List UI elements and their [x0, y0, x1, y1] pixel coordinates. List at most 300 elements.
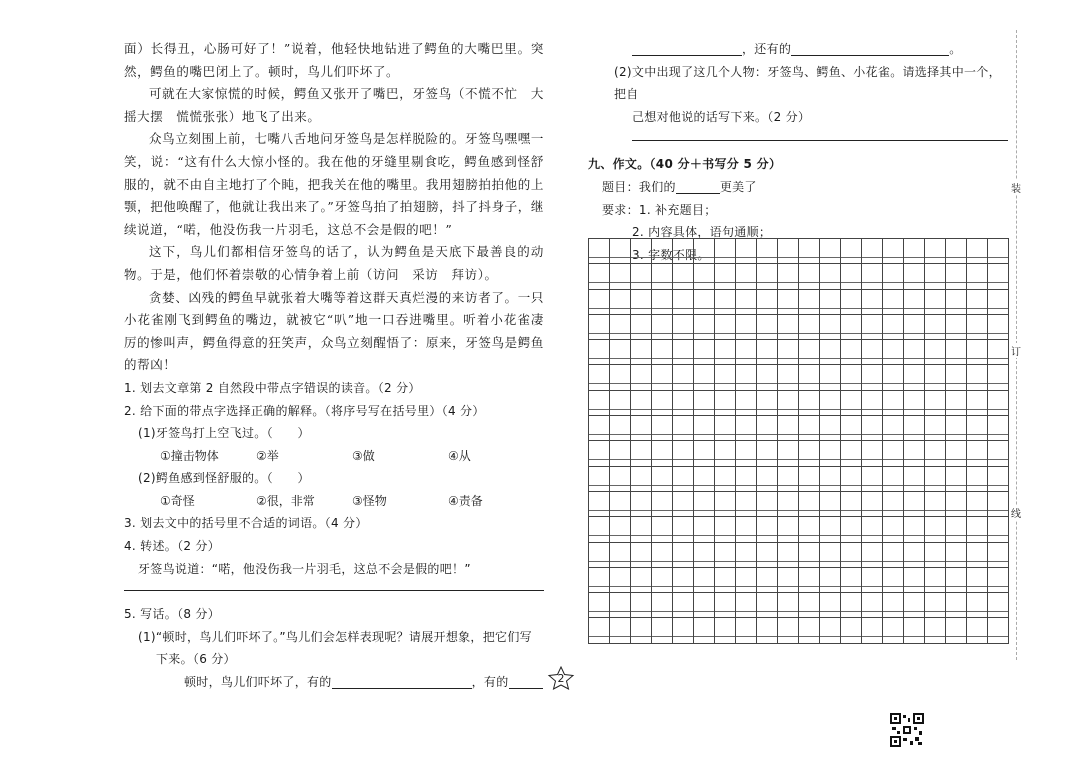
- grid-cell[interactable]: [694, 365, 715, 390]
- grid-cell[interactable]: [946, 467, 967, 492]
- grid-cell[interactable]: [799, 568, 820, 593]
- grid-cell[interactable]: [736, 441, 757, 466]
- grid-cell[interactable]: [841, 467, 862, 492]
- grid-cell[interactable]: [988, 441, 1009, 466]
- grid-cell[interactable]: [736, 492, 757, 517]
- grid-cell[interactable]: [694, 467, 715, 492]
- answer-blank[interactable]: [632, 42, 742, 56]
- grid-cell[interactable]: [778, 340, 799, 365]
- grid-cell[interactable]: [925, 618, 946, 643]
- grid-cell[interactable]: [694, 290, 715, 315]
- grid-cell[interactable]: [988, 264, 1009, 289]
- answer-blank[interactable]: [791, 42, 949, 56]
- grid-cell[interactable]: [883, 618, 904, 643]
- grid-cell[interactable]: [736, 467, 757, 492]
- grid-cell[interactable]: [904, 492, 925, 517]
- grid-cell[interactable]: [862, 315, 883, 340]
- grid-cell[interactable]: [862, 416, 883, 441]
- grid-cell[interactable]: [715, 492, 736, 517]
- grid-cell[interactable]: [820, 568, 841, 593]
- grid-cell[interactable]: [820, 441, 841, 466]
- grid-cell[interactable]: [673, 315, 694, 340]
- grid-cell[interactable]: [715, 517, 736, 542]
- grid-cell[interactable]: [841, 492, 862, 517]
- grid-cell[interactable]: [841, 290, 862, 315]
- grid-cell[interactable]: [841, 365, 862, 390]
- grid-cell[interactable]: [610, 416, 631, 441]
- grid-cell[interactable]: [883, 391, 904, 416]
- grid-cell[interactable]: [715, 441, 736, 466]
- grid-cell[interactable]: [946, 239, 967, 264]
- grid-cell[interactable]: [715, 264, 736, 289]
- grid-cell[interactable]: [904, 618, 925, 643]
- grid-cell[interactable]: [736, 315, 757, 340]
- grid-cell[interactable]: [589, 416, 610, 441]
- grid-cell[interactable]: [610, 467, 631, 492]
- grid-cell[interactable]: [736, 264, 757, 289]
- grid-cell[interactable]: [736, 239, 757, 264]
- grid-cell[interactable]: [820, 543, 841, 568]
- grid-cell[interactable]: [841, 391, 862, 416]
- grid-cell[interactable]: [694, 340, 715, 365]
- grid-cell[interactable]: [862, 593, 883, 618]
- grid-cell[interactable]: [946, 618, 967, 643]
- grid-cell[interactable]: [673, 416, 694, 441]
- grid-cell[interactable]: [589, 290, 610, 315]
- grid-cell[interactable]: [820, 618, 841, 643]
- grid-cell[interactable]: [631, 618, 652, 643]
- grid-cell[interactable]: [610, 239, 631, 264]
- grid-cell[interactable]: [799, 618, 820, 643]
- grid-cell[interactable]: [904, 391, 925, 416]
- grid-cell[interactable]: [673, 543, 694, 568]
- grid-cell[interactable]: [757, 416, 778, 441]
- grid-cell[interactable]: [841, 264, 862, 289]
- grid-cell[interactable]: [715, 568, 736, 593]
- grid-cell[interactable]: [757, 568, 778, 593]
- grid-cell[interactable]: [799, 391, 820, 416]
- grid-cell[interactable]: [904, 239, 925, 264]
- grid-cell[interactable]: [883, 467, 904, 492]
- grid-cell[interactable]: [778, 543, 799, 568]
- grid-cell[interactable]: [673, 239, 694, 264]
- grid-cell[interactable]: [589, 517, 610, 542]
- grid-cell[interactable]: [757, 264, 778, 289]
- grid-cell[interactable]: [610, 315, 631, 340]
- grid-cell[interactable]: [799, 492, 820, 517]
- grid-cell[interactable]: [736, 618, 757, 643]
- grid-cell[interactable]: [967, 264, 988, 289]
- grid-cell[interactable]: [778, 264, 799, 289]
- grid-cell[interactable]: [799, 467, 820, 492]
- grid-cell[interactable]: [925, 441, 946, 466]
- grid-cell[interactable]: [652, 239, 673, 264]
- grid-cell[interactable]: [778, 365, 799, 390]
- grid-cell[interactable]: [841, 618, 862, 643]
- grid-cell[interactable]: [694, 618, 715, 643]
- grid-cell[interactable]: [673, 340, 694, 365]
- grid-cell[interactable]: [883, 543, 904, 568]
- grid-cell[interactable]: [610, 568, 631, 593]
- answer-blank[interactable]: [509, 675, 543, 689]
- answer-blank[interactable]: [332, 675, 472, 689]
- grid-cell[interactable]: [841, 517, 862, 542]
- grid-cell[interactable]: [904, 593, 925, 618]
- grid-cell[interactable]: [631, 290, 652, 315]
- grid-cell[interactable]: [778, 618, 799, 643]
- grid-cell[interactable]: [673, 568, 694, 593]
- grid-cell[interactable]: [673, 441, 694, 466]
- grid-cell[interactable]: [673, 467, 694, 492]
- grid-cell[interactable]: [652, 416, 673, 441]
- grid-cell[interactable]: [988, 340, 1009, 365]
- grid-cell[interactable]: [925, 340, 946, 365]
- grid-cell[interactable]: [946, 568, 967, 593]
- grid-cell[interactable]: [904, 568, 925, 593]
- grid-cell[interactable]: [757, 593, 778, 618]
- grid-cell[interactable]: [694, 543, 715, 568]
- grid-cell[interactable]: [694, 441, 715, 466]
- grid-cell[interactable]: [715, 365, 736, 390]
- grid-cell[interactable]: [715, 416, 736, 441]
- grid-cell[interactable]: [736, 391, 757, 416]
- grid-cell[interactable]: [988, 391, 1009, 416]
- grid-cell[interactable]: [820, 264, 841, 289]
- grid-cell[interactable]: [631, 517, 652, 542]
- grid-cell[interactable]: [925, 593, 946, 618]
- grid-cell[interactable]: [589, 391, 610, 416]
- grid-cell[interactable]: [778, 290, 799, 315]
- grid-cell[interactable]: [862, 568, 883, 593]
- grid-cell[interactable]: [673, 492, 694, 517]
- grid-cell[interactable]: [820, 340, 841, 365]
- grid-cell[interactable]: [925, 467, 946, 492]
- grid-cell[interactable]: [610, 618, 631, 643]
- grid-cell[interactable]: [673, 618, 694, 643]
- grid-cell[interactable]: [862, 391, 883, 416]
- grid-cell[interactable]: [967, 543, 988, 568]
- grid-cell[interactable]: [967, 391, 988, 416]
- grid-cell[interactable]: [757, 517, 778, 542]
- grid-cell[interactable]: [988, 365, 1009, 390]
- grid-cell[interactable]: [715, 340, 736, 365]
- grid-cell[interactable]: [736, 340, 757, 365]
- grid-cell[interactable]: [757, 467, 778, 492]
- grid-cell[interactable]: [778, 467, 799, 492]
- grid-cell[interactable]: [589, 315, 610, 340]
- grid-cell[interactable]: [736, 290, 757, 315]
- grid-cell[interactable]: [946, 264, 967, 289]
- grid-cell[interactable]: [652, 517, 673, 542]
- grid-cell[interactable]: [652, 543, 673, 568]
- grid-cell[interactable]: [883, 264, 904, 289]
- grid-cell[interactable]: [883, 365, 904, 390]
- grid-cell[interactable]: [610, 543, 631, 568]
- grid-cell[interactable]: [883, 593, 904, 618]
- grid-cell[interactable]: [589, 543, 610, 568]
- grid-cell[interactable]: [799, 441, 820, 466]
- grid-cell[interactable]: [631, 315, 652, 340]
- grid-cell[interactable]: [946, 315, 967, 340]
- grid-cell[interactable]: [967, 315, 988, 340]
- grid-cell[interactable]: [610, 340, 631, 365]
- grid-cell[interactable]: [631, 365, 652, 390]
- grid-cell[interactable]: [610, 492, 631, 517]
- grid-cell[interactable]: [841, 340, 862, 365]
- grid-cell[interactable]: [925, 239, 946, 264]
- grid-cell[interactable]: [904, 416, 925, 441]
- grid-cell[interactable]: [694, 492, 715, 517]
- grid-cell[interactable]: [883, 290, 904, 315]
- grid-cell[interactable]: [778, 315, 799, 340]
- grid-cell[interactable]: [652, 441, 673, 466]
- grid-cell[interactable]: [883, 517, 904, 542]
- grid-cell[interactable]: [841, 315, 862, 340]
- grid-cell[interactable]: [778, 568, 799, 593]
- grid-cell[interactable]: [904, 467, 925, 492]
- grid-cell[interactable]: [925, 290, 946, 315]
- grid-cell[interactable]: [778, 441, 799, 466]
- grid-cell[interactable]: [673, 264, 694, 289]
- grid-cell[interactable]: [988, 568, 1009, 593]
- grid-cell[interactable]: [589, 467, 610, 492]
- grid-cell[interactable]: [694, 391, 715, 416]
- grid-cell[interactable]: [757, 543, 778, 568]
- grid-cell[interactable]: [589, 492, 610, 517]
- grid-cell[interactable]: [799, 315, 820, 340]
- grid-cell[interactable]: [841, 441, 862, 466]
- grid-cell[interactable]: [841, 593, 862, 618]
- grid-cell[interactable]: [589, 441, 610, 466]
- grid-cell[interactable]: [820, 467, 841, 492]
- grid-cell[interactable]: [946, 340, 967, 365]
- grid-cell[interactable]: [946, 391, 967, 416]
- topic-blank[interactable]: [676, 180, 720, 194]
- grid-cell[interactable]: [673, 593, 694, 618]
- grid-cell[interactable]: [925, 543, 946, 568]
- grid-cell[interactable]: [589, 340, 610, 365]
- grid-cell[interactable]: [652, 340, 673, 365]
- grid-cell[interactable]: [946, 593, 967, 618]
- grid-cell[interactable]: [883, 416, 904, 441]
- grid-cell[interactable]: [652, 290, 673, 315]
- grid-cell[interactable]: [778, 239, 799, 264]
- grid-cell[interactable]: [736, 543, 757, 568]
- grid-cell[interactable]: [862, 441, 883, 466]
- grid-cell[interactable]: [883, 239, 904, 264]
- grid-cell[interactable]: [736, 365, 757, 390]
- grid-cell[interactable]: [925, 416, 946, 441]
- grid-cell[interactable]: [799, 365, 820, 390]
- grid-cell[interactable]: [757, 492, 778, 517]
- grid-cell[interactable]: [967, 340, 988, 365]
- grid-cell[interactable]: [715, 593, 736, 618]
- grid-cell[interactable]: [862, 239, 883, 264]
- grid-cell[interactable]: [925, 517, 946, 542]
- grid-cell[interactable]: [736, 517, 757, 542]
- grid-cell[interactable]: [904, 264, 925, 289]
- grid-cell[interactable]: [715, 391, 736, 416]
- grid-cell[interactable]: [904, 365, 925, 390]
- grid-cell[interactable]: [820, 239, 841, 264]
- grid-cell[interactable]: [883, 441, 904, 466]
- grid-cell[interactable]: [820, 492, 841, 517]
- grid-cell[interactable]: [904, 517, 925, 542]
- grid-cell[interactable]: [778, 593, 799, 618]
- grid-cell[interactable]: [862, 467, 883, 492]
- grid-cell[interactable]: [694, 517, 715, 542]
- grid-cell[interactable]: [757, 441, 778, 466]
- grid-cell[interactable]: [904, 441, 925, 466]
- grid-cell[interactable]: [631, 239, 652, 264]
- grid-cell[interactable]: [967, 517, 988, 542]
- grid-cell[interactable]: [652, 365, 673, 390]
- grid-cell[interactable]: [967, 467, 988, 492]
- grid-cell[interactable]: [715, 290, 736, 315]
- grid-cell[interactable]: [757, 290, 778, 315]
- grid-cell[interactable]: [967, 365, 988, 390]
- grid-cell[interactable]: [946, 543, 967, 568]
- grid-cell[interactable]: [673, 517, 694, 542]
- grid-cell[interactable]: [904, 290, 925, 315]
- grid-cell[interactable]: [694, 239, 715, 264]
- grid-cell[interactable]: [736, 593, 757, 618]
- grid-cell[interactable]: [610, 290, 631, 315]
- grid-cell[interactable]: [736, 416, 757, 441]
- grid-cell[interactable]: [652, 264, 673, 289]
- grid-cell[interactable]: [631, 391, 652, 416]
- grid-cell[interactable]: [967, 568, 988, 593]
- grid-cell[interactable]: [841, 543, 862, 568]
- grid-cell[interactable]: [652, 593, 673, 618]
- grid-cell[interactable]: [673, 365, 694, 390]
- grid-cell[interactable]: [799, 416, 820, 441]
- grid-cell[interactable]: [589, 264, 610, 289]
- grid-cell[interactable]: [631, 264, 652, 289]
- answer-line[interactable]: [124, 580, 544, 591]
- grid-cell[interactable]: [799, 517, 820, 542]
- grid-cell[interactable]: [904, 543, 925, 568]
- grid-cell[interactable]: [610, 593, 631, 618]
- grid-cell[interactable]: [652, 618, 673, 643]
- grid-cell[interactable]: [841, 239, 862, 264]
- grid-cell[interactable]: [820, 365, 841, 390]
- grid-cell[interactable]: [715, 315, 736, 340]
- grid-cell[interactable]: [631, 492, 652, 517]
- grid-cell[interactable]: [631, 441, 652, 466]
- grid-cell[interactable]: [946, 365, 967, 390]
- grid-cell[interactable]: [589, 568, 610, 593]
- grid-cell[interactable]: [862, 543, 883, 568]
- grid-cell[interactable]: [778, 492, 799, 517]
- grid-cell[interactable]: [946, 517, 967, 542]
- grid-cell[interactable]: [946, 290, 967, 315]
- grid-cell[interactable]: [715, 618, 736, 643]
- grid-cell[interactable]: [631, 340, 652, 365]
- grid-cell[interactable]: [589, 365, 610, 390]
- grid-cell[interactable]: [736, 568, 757, 593]
- grid-cell[interactable]: [967, 416, 988, 441]
- grid-cell[interactable]: [778, 517, 799, 542]
- grid-cell[interactable]: [967, 239, 988, 264]
- grid-cell[interactable]: [841, 568, 862, 593]
- grid-cell[interactable]: [988, 492, 1009, 517]
- grid-cell[interactable]: [862, 264, 883, 289]
- grid-cell[interactable]: [946, 441, 967, 466]
- grid-cell[interactable]: [862, 365, 883, 390]
- grid-cell[interactable]: [631, 568, 652, 593]
- grid-cell[interactable]: [925, 264, 946, 289]
- grid-cell[interactable]: [757, 340, 778, 365]
- grid-cell[interactable]: [589, 618, 610, 643]
- grid-cell[interactable]: [694, 593, 715, 618]
- grid-cell[interactable]: [820, 391, 841, 416]
- grid-cell[interactable]: [967, 290, 988, 315]
- grid-cell[interactable]: [799, 543, 820, 568]
- grid-cell[interactable]: [883, 340, 904, 365]
- grid-cell[interactable]: [946, 492, 967, 517]
- grid-cell[interactable]: [589, 239, 610, 264]
- grid-cell[interactable]: [673, 290, 694, 315]
- grid-cell[interactable]: [967, 618, 988, 643]
- grid-cell[interactable]: [820, 517, 841, 542]
- answer-line[interactable]: [632, 130, 1008, 141]
- grid-cell[interactable]: [925, 391, 946, 416]
- grid-cell[interactable]: [988, 290, 1009, 315]
- grid-cell[interactable]: [988, 593, 1009, 618]
- grid-cell[interactable]: [946, 416, 967, 441]
- grid-cell[interactable]: [988, 618, 1009, 643]
- grid-cell[interactable]: [757, 315, 778, 340]
- grid-cell[interactable]: [883, 568, 904, 593]
- grid-cell[interactable]: [862, 618, 883, 643]
- grid-cell[interactable]: [862, 290, 883, 315]
- grid-cell[interactable]: [778, 416, 799, 441]
- grid-cell[interactable]: [799, 264, 820, 289]
- grid-cell[interactable]: [715, 543, 736, 568]
- grid-cell[interactable]: [967, 441, 988, 466]
- grid-cell[interactable]: [652, 467, 673, 492]
- grid-cell[interactable]: [988, 543, 1009, 568]
- grid-cell[interactable]: [610, 391, 631, 416]
- grid-cell[interactable]: [757, 239, 778, 264]
- grid-cell[interactable]: [673, 391, 694, 416]
- grid-cell[interactable]: [988, 315, 1009, 340]
- grid-cell[interactable]: [925, 492, 946, 517]
- grid-cell[interactable]: [652, 391, 673, 416]
- grid-cell[interactable]: [631, 467, 652, 492]
- grid-cell[interactable]: [652, 492, 673, 517]
- grid-cell[interactable]: [610, 441, 631, 466]
- grid-cell[interactable]: [883, 492, 904, 517]
- grid-cell[interactable]: [862, 492, 883, 517]
- grid-cell[interactable]: [694, 315, 715, 340]
- grid-cell[interactable]: [610, 517, 631, 542]
- grid-cell[interactable]: [799, 340, 820, 365]
- grid-cell[interactable]: [715, 467, 736, 492]
- grid-cell[interactable]: [694, 416, 715, 441]
- grid-cell[interactable]: [820, 290, 841, 315]
- grid-cell[interactable]: [631, 593, 652, 618]
- grid-cell[interactable]: [883, 315, 904, 340]
- grid-cell[interactable]: [589, 593, 610, 618]
- grid-cell[interactable]: [904, 315, 925, 340]
- grid-cell[interactable]: [988, 239, 1009, 264]
- grid-cell[interactable]: [841, 416, 862, 441]
- grid-cell[interactable]: [904, 340, 925, 365]
- grid-cell[interactable]: [820, 593, 841, 618]
- grid-cell[interactable]: [925, 315, 946, 340]
